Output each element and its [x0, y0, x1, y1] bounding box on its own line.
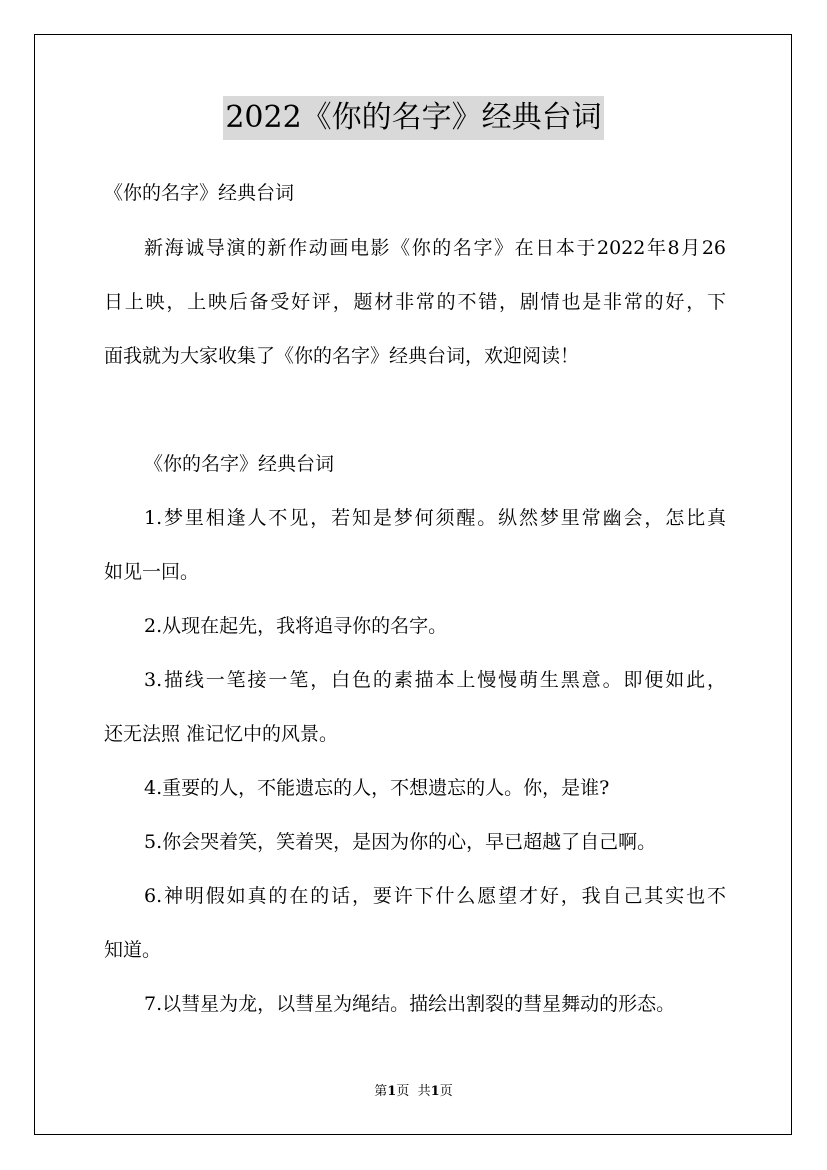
- quote-line: 2.从现在起先，我将追寻你的名字。: [144, 615, 448, 637]
- page-footer: [0, 1083, 827, 1101]
- document-title: 2022《你的名字》经典台词: [223, 96, 603, 140]
- document-subtitle: 《你的名字》经典台词: [104, 182, 295, 204]
- quote-line: 如见一回。: [104, 561, 200, 583]
- quote-line: 4.重要的人，不能遗忘的人，不想遗忘的人。你，是谁?: [144, 777, 610, 799]
- quote-line: 5.你会哭着笑，笑着哭，是因为你的心，早已超越了自己啊。: [144, 831, 657, 853]
- page-number: 1: [387, 1084, 397, 1099]
- quote-line: 7.以彗星为龙，以彗星为绳结。描绘出割裂的彗星舞动的形态。: [144, 993, 676, 1015]
- page-suffix: 页: [396, 1084, 410, 1099]
- intro-line: 新海诚导演的新作动画电影《你的名字》在日本于2022年8月26: [144, 237, 726, 259]
- quote-line: 知道。: [104, 939, 162, 961]
- total-pages: 1: [430, 1084, 440, 1099]
- quote-line: 还无法照 准记忆中的风景。: [104, 723, 339, 745]
- total-suffix: 页: [439, 1084, 453, 1099]
- page-prefix: 第: [374, 1084, 388, 1099]
- quote-line: 3.描线一笔接一笔，白色的素描本上慢慢萌生黑意。即便如此，: [144, 669, 726, 691]
- title-area: [0, 96, 827, 140]
- section-heading: 《你的名字》经典台词: [144, 453, 335, 475]
- intro-line: 日上映，上映后备受好评，题材非常的不错，剧情也是非常的好，下: [104, 291, 726, 313]
- quote-line: 1.梦里相逢人不见，若知是梦何须醒。纵然梦里常幽会，怎比真: [144, 507, 726, 529]
- total-prefix: 共: [417, 1084, 431, 1099]
- intro-line: 面我就为大家收集了《你的名字》经典台词，欢迎阅读！: [104, 345, 580, 367]
- quote-line: 6.神明假如真的在的话，要许下什么愿望才好，我自己其实也不: [144, 885, 726, 907]
